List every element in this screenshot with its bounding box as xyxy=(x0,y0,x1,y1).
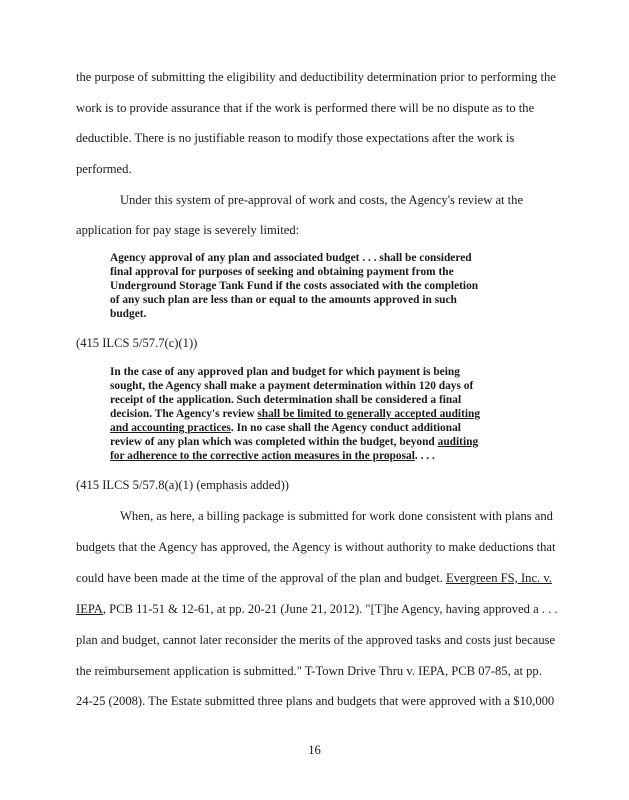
para1-line3: deductible. There is no justifiable reason to modify those expectations after the work is xyxy=(76,131,515,145)
quote2-line7 xyxy=(110,450,435,462)
para3-line5: plan and budget, cannot later reconsider the merits of the approved tasks and costs just because xyxy=(76,633,556,647)
quote2-line7-text: . . . . xyxy=(414,450,435,462)
quote2-line6-text: review of any plan which was completed within the budget, beyond xyxy=(110,436,438,448)
quote2-line6 xyxy=(110,436,478,448)
quote2-emphasis-2: and accounting practices xyxy=(110,422,231,434)
para1-line1: the purpose of submitting the eligibility and deductibility determination prior to performing the xyxy=(76,70,556,84)
para3-line3 xyxy=(76,571,552,586)
quote2-line3: receipt of the application. Such determination shall be considered a final xyxy=(110,394,462,406)
para3-line2: budgets that the Agency has approved, the Agency is without authority to make deductions that xyxy=(76,540,556,554)
para3-line7: 24-25 (2008). The Estate submitted three plans and budgets that were approved with a $10,000 xyxy=(76,694,555,708)
quote2-line5 xyxy=(110,422,461,434)
para3-line4 xyxy=(76,602,558,617)
para3-line3-text: could have been made at the time of the approval of the plan and budget. xyxy=(76,571,446,585)
quote2-line2: sought, the Agency shall make a payment determination within 120 days of xyxy=(110,380,474,392)
case-name-iepa: IEPA xyxy=(76,602,103,616)
citation-2: (415 ILCS 5/57.8(a)(1) (emphasis added)) xyxy=(76,478,289,492)
para2-line2: application for pay stage is severely limited: xyxy=(76,223,300,237)
quote1-line3: Underground Storage Tank Fund if the costs associated with the completion xyxy=(110,280,479,292)
para3-line6: the reimbursement application is submitted." T-Town Drive Thru v. IEPA, PCB 07-85, at pp. xyxy=(76,664,542,678)
page-number: 16 xyxy=(308,743,321,757)
para1-line2: work is to provide assurance that if the work is performed there will be no dispute as to the xyxy=(76,101,535,115)
quote2-emphasis-3: auditing xyxy=(437,436,479,448)
quote2-line1: In the case of any approved plan and budget for which payment is being xyxy=(110,366,460,378)
quote1-line2: final approval for purposes of seeking and obtaining payment from the xyxy=(110,266,454,278)
case-name-evergreen: Evergreen FS, Inc. v. xyxy=(446,571,552,585)
quote2-line4 xyxy=(110,408,480,420)
quote2-line4-text: decision. The Agency's review xyxy=(110,408,258,420)
para1-line4: performed. xyxy=(76,162,132,176)
para3-line4-text: , PCB 11-51 & 12-61, at pp. 20-21 (June 21, 2012). "[T]he Agency, having approved a . . . xyxy=(102,602,558,616)
para3-line1: When, as here, a billing package is submitted for work done consistent with plans and xyxy=(120,509,553,523)
quote1-line5: budget. xyxy=(110,308,147,320)
para2-line1: Under this system of pre-approval of work and costs, the Agency's review at the xyxy=(120,193,524,207)
quote1-line4: of any such plan are less than or equal to the amounts approved in such xyxy=(110,294,457,306)
quote2-line5-text: . In no case shall the Agency conduct additional xyxy=(230,422,461,434)
citation-1: (415 ILCS 5/57.7(c)(1)) xyxy=(76,336,198,350)
quote2-emphasis-1: shall be limited to generally accepted auditing xyxy=(257,408,481,420)
quote1-line1: Agency approval of any plan and associated budget . . . shall be considered xyxy=(110,252,472,264)
quote2-emphasis-4: for adherence to the corrective action measures in the proposal xyxy=(110,450,415,462)
